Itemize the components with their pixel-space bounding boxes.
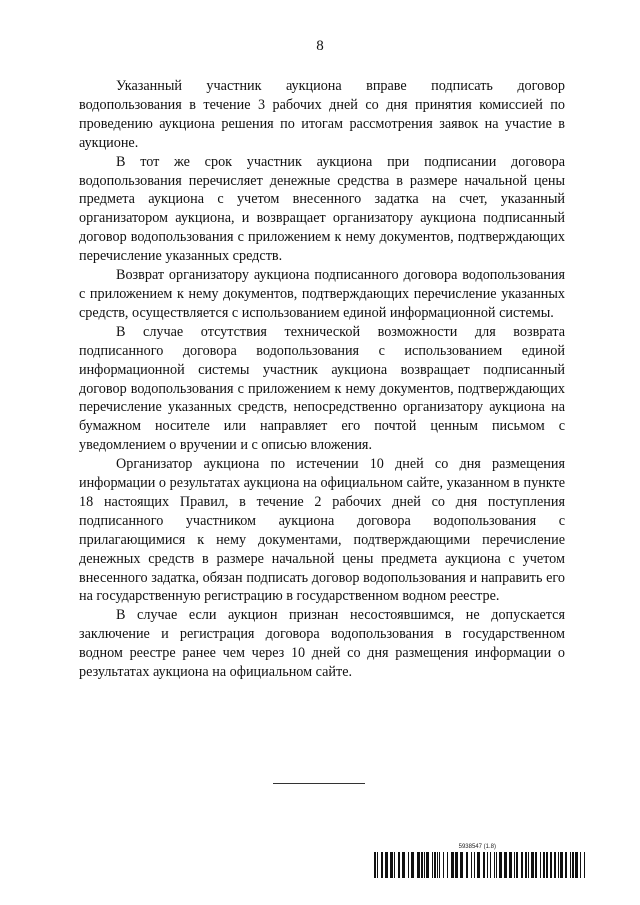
paragraph-paper-return: В случае отсутствия технической возможности для возврата подписанного договора водопользования с использованием единой информационной системы участник аукциона возвращает подписанный договор водопользования с приложением к нему документов, подтверждающих перечисление указанных средств, непосредственно организатору аукциона на бумажном носителе или направляет его почтой ценным письмом с уведомлением о вручении и с описью вложения. (79, 323, 565, 454)
barcode-caption: 5938547 (1.8) (458, 844, 496, 850)
document-body (79, 77, 565, 682)
paragraph-payment-transfer: В тот же срок участник аукциона при подписании договора водопользования перечисляет денежные средства в размере начальной цены предмета аукциона с учетом внесенного задатка на счет, указанный организатором аукциона, и возвращает организатору аукциона подписанный договор водопользования с приложением к нему документов, подтверждающих перечисление указанных средств. (79, 153, 565, 265)
paragraph-signing-deadline: Указанный участник аукциона вправе подписать договор водопользования в течение 3 рабочих дней со дня принятия комиссией по проведению аукциона решения по итогам рассмотрения заявок на участие в аукционе. (79, 78, 565, 151)
page-number: 8 (316, 38, 324, 54)
barcode-icon (374, 852, 586, 878)
paragraph-return-via-system: Возврат организатору аукциона подписанного договора водопользования с приложением к нему документов, подтверждающих перечисление указанных средств, осуществляется с использованием единой информационной системы. (79, 267, 565, 321)
barcode-block (374, 844, 586, 878)
paragraph-failed-auction: В случае если аукцион признан несостоявшимся, не допускается заключение и регистрация договора водопользования в государственном водном реестре ранее чем через 10 дней со дня размещения информации о результатах аукциона на официальном сайте. (79, 607, 565, 681)
paragraph-organizer-registration: Организатор аукциона по истечении 10 дней со дня размещения информации о результатах аукциона на официальном сайте, указанном в пункте 18 настоящих Правил, в течение 2 рабочих дней со дня поступления подписанного участником аукциона договора водопользования с прилагающимися к нему документами, подтверждающими перечисление денежных средств в размере начальной цены предмета аукциона с учетом внесенного задатка, обязан подписать договор водопользования и направить его на государственную регистрацию в государственном водном реестре. (79, 456, 565, 605)
end-of-text-divider (273, 783, 365, 784)
